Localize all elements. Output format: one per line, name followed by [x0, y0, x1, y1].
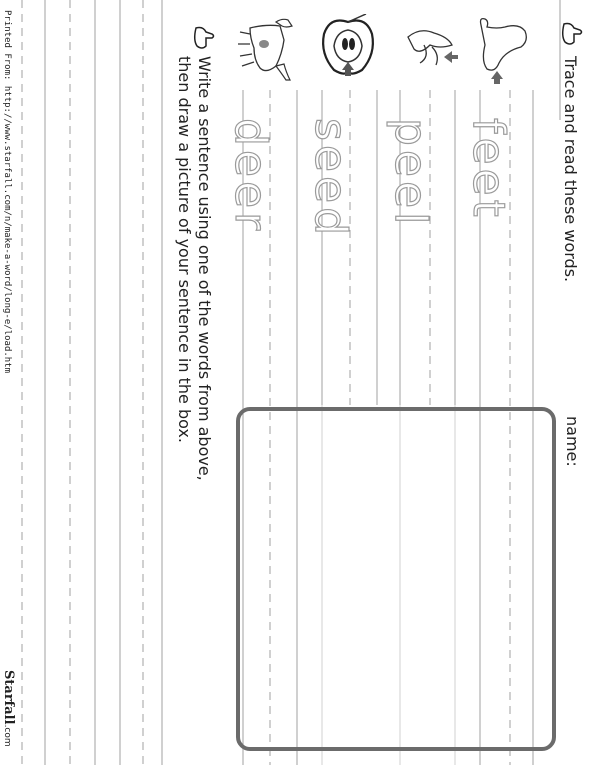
trace-word-seed: seed: [305, 118, 356, 239]
trace-word-deer: deer: [225, 118, 276, 235]
foot-icon: [475, 15, 535, 85]
trace-word-peel: peel: [385, 118, 436, 229]
deer-icon: [236, 14, 300, 86]
peel-icon: [400, 15, 460, 75]
drawing-box[interactable]: [236, 407, 556, 751]
pointing-hand-icon-2: [188, 24, 218, 54]
name-label: name:: [563, 416, 582, 467]
sentence-prompt-line1: Write a sentence using one of the words from above,: [195, 56, 214, 481]
printed-from-url: Printed From: http://www.starfall.com/n/make-a-word/long-e/load.htm: [2, 10, 12, 374]
trace-heading: Trace and read these words.: [561, 56, 580, 283]
trace-word-feet: feet: [463, 118, 514, 221]
apple-seed-icon: [318, 14, 378, 80]
brand-name: Starfall: [1, 670, 16, 725]
sentence-prompt-line2: then draw a picture of your sentence in the box.: [175, 56, 194, 443]
starfall-logo: [1, 670, 16, 747]
brand-suffix: .com: [2, 724, 12, 747]
pointing-hand-icon: [556, 20, 586, 50]
